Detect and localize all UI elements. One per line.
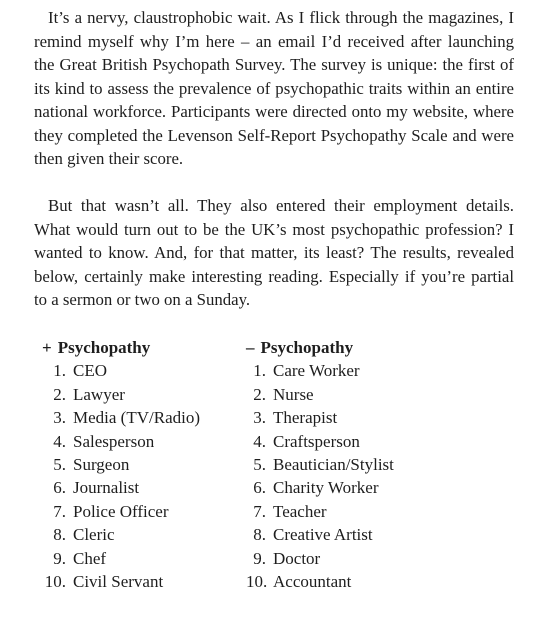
item-number: 6. <box>53 478 66 498</box>
list-item <box>42 570 242 593</box>
item-number: 2. <box>53 384 66 404</box>
paragraph-survey-results: But that wasn’t all. They also entered their employment details. What would turn out to be the UK’s most psychopathic profession? I wanted to know. And, for that matter, its least? The results, revealed below, certainly make interesting reading. Especially if you’re partial to a sermon or two on a Sunday. <box>34 196 514 309</box>
item-number: 1. <box>53 361 66 381</box>
item-number: 8. <box>53 525 66 545</box>
list-item <box>42 523 242 546</box>
list-item <box>246 453 446 476</box>
item-label: Craftsperson <box>273 431 360 451</box>
list-item <box>42 359 242 382</box>
list-item <box>246 547 446 570</box>
item-number: 6. <box>253 478 266 498</box>
list-item <box>246 570 446 593</box>
list-heading-least <box>246 336 446 359</box>
item-number: 3. <box>253 408 266 428</box>
item-label: Chef <box>73 548 107 568</box>
list-item <box>246 476 446 499</box>
list-item <box>246 406 446 429</box>
list-item <box>42 476 242 499</box>
item-label: CEO <box>73 361 107 381</box>
item-label: Cleric <box>73 525 115 545</box>
item-number: 2. <box>253 384 266 404</box>
item-number: 9. <box>53 548 66 568</box>
list-item <box>246 359 446 382</box>
item-number: 7. <box>253 501 266 521</box>
item-label: Care Worker <box>273 361 360 381</box>
item-label: Journalist <box>73 478 140 498</box>
item-label: Doctor <box>273 548 321 568</box>
list-item <box>246 430 446 453</box>
list-heading-most <box>42 336 242 359</box>
item-number: 7. <box>53 501 66 521</box>
minus-sign: – <box>246 338 255 357</box>
list-item <box>246 523 446 546</box>
item-number: 3. <box>53 408 66 428</box>
most-psychopathic-list <box>42 336 242 593</box>
list-item <box>42 500 242 523</box>
list-item <box>42 547 242 570</box>
item-label: Beautician/Stylist <box>273 455 394 475</box>
item-number: 9. <box>253 548 266 568</box>
item-number: 4. <box>53 431 66 451</box>
item-number: 5. <box>253 455 266 475</box>
paragraph-intro: It’s a nervy, claustrophobic wait. As I flick through the magazines, I remind myself why I’m here – an email I’d received after launching the Great British Psychopath Survey. The survey is unique: the first of its kind to assess the prevalence of psychopathic traits within an entire national workforce. Participants were directed onto my website, where they completed the Levenson Self-Report Psychopathy Scale and were then given their score. <box>34 8 514 168</box>
item-label: Therapist <box>273 408 338 428</box>
item-label: Accountant <box>273 572 352 592</box>
item-label: Surgeon <box>73 455 130 475</box>
item-number: 1. <box>253 361 266 381</box>
heading-label: Psychopathy <box>57 338 151 357</box>
least-psychopathic-list <box>246 336 446 593</box>
list-item <box>42 383 242 406</box>
item-number: 10. <box>246 572 268 592</box>
item-label: Lawyer <box>73 384 125 404</box>
item-label: Charity Worker <box>273 478 379 498</box>
list-item <box>42 453 242 476</box>
item-number: 8. <box>253 525 266 545</box>
list-item <box>42 430 242 453</box>
profession-list <box>42 359 242 593</box>
list-item <box>42 406 242 429</box>
item-label: Police Officer <box>73 501 169 521</box>
item-number: 10. <box>44 572 66 592</box>
item-label: Media (TV/Radio) <box>73 408 200 428</box>
item-label: Civil Servant <box>73 572 164 592</box>
item-label: Teacher <box>273 501 327 521</box>
heading-label: Psychopathy <box>260 338 354 357</box>
list-item <box>246 500 446 523</box>
item-label: Creative Artist <box>273 525 373 545</box>
plus-sign: + <box>42 338 52 357</box>
item-label: Salesperson <box>73 431 155 451</box>
item-number: 5. <box>53 455 66 475</box>
profession-list <box>246 359 446 593</box>
item-number: 4. <box>253 431 266 451</box>
item-label: Nurse <box>273 384 314 404</box>
list-item <box>246 383 446 406</box>
